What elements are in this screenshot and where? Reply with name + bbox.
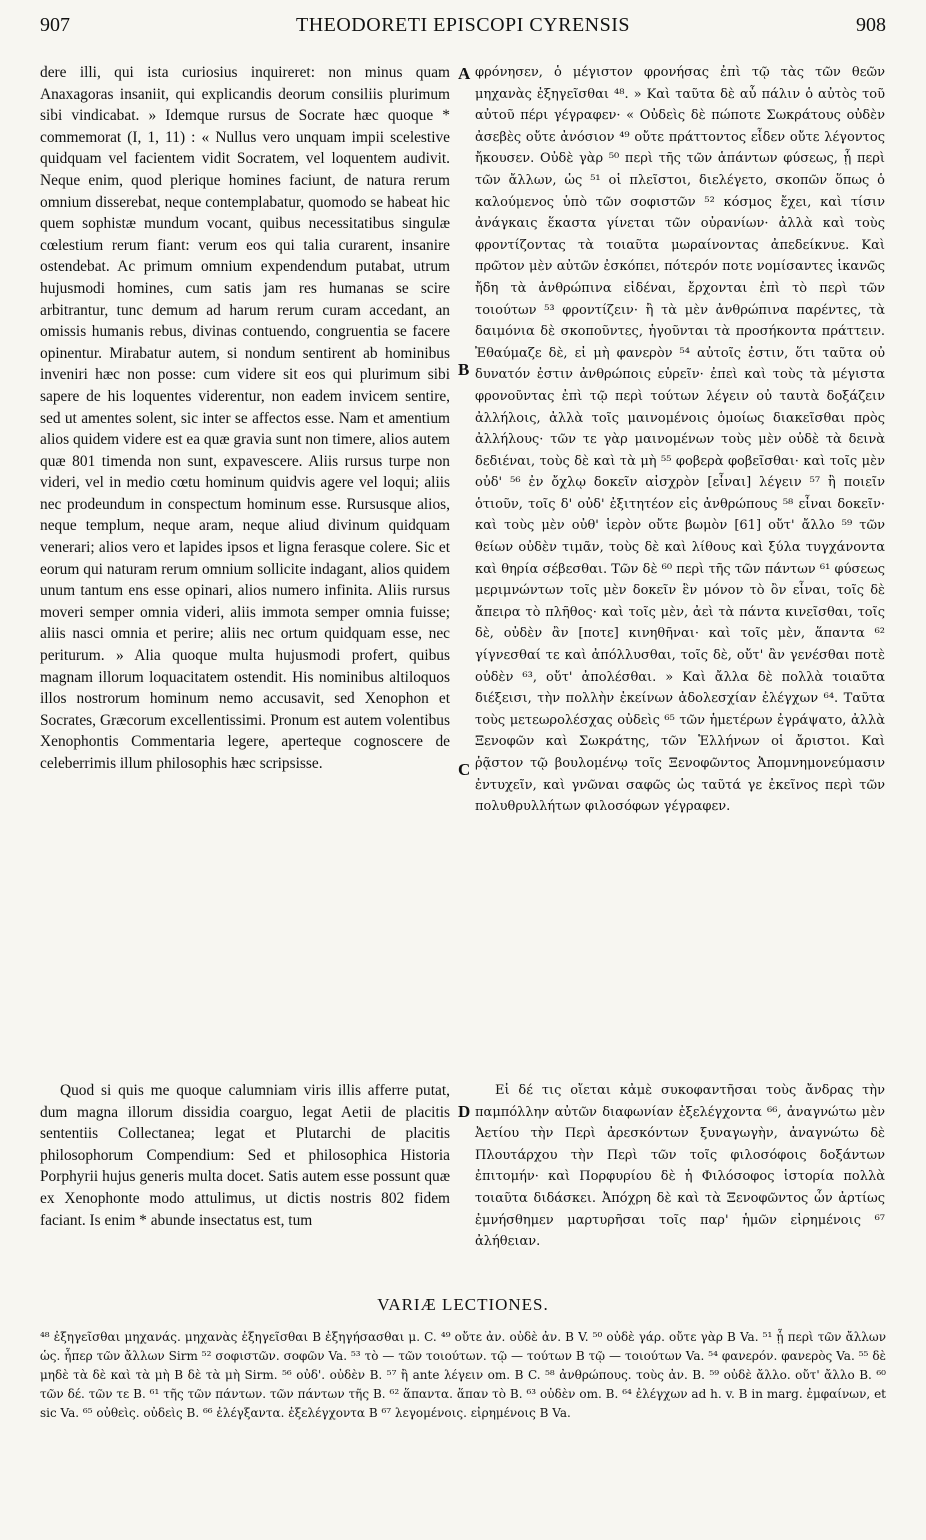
greek-column-section-2	[475, 1080, 885, 1288]
latin-text-2: Quod si quis me quoque calumniam viris illis afferre putat, dum magna illorum dissidia coarguo, legat Aetii de placitis sententiis Collectanea; legat et Plutarchi de placitis philosophorum Compendium: Sed et philosophica Historia Porphyrii hujus generis multa docet. Satis autem esse possunt quæ ex Xenophonte modo attulimus, ut dictis nostris 802 fidem faciant. Is enim * abunde insectatus est, tum	[40, 1082, 450, 1229]
greek-text-2: Εἰ δέ τις οἴεται κἀμὲ συκοφαντῆσαι τοὺς ἄνδρας τὴν παμπόλλην αὐτῶν διαφωνίαν ἐξελέγχοντα ⁶⁶, ἀναγνώτω μὲν Ἀετίου τὴν Περὶ ἀρεσκόντων ξυναγωγὴν, ἀναγνώτω δὲ Πλουτάρχου τὴν Περὶ τῶν τοῖς φιλοσόφοις δοξάντων ἐπιτομήν· καὶ Πορφυρίου δὲ ἡ Φιλόσοφος ἱστορία πολλὰ τοιαῦτα διδάσκει. Ἀπόχρη δὲ καὶ τὰ Ξενοφῶντος ὧν ἀρτίως ἐμνήσθημεν μαρτυρῆσαι τοῖς παρ' ἡμῶν εἰρημένοις ⁶⁷ ἀλήθειαν.	[475, 1083, 885, 1250]
margin-mark-d: D	[458, 1102, 471, 1121]
latin-column-section-2	[40, 1080, 450, 1288]
margin-mark-b: B	[458, 360, 470, 379]
greek-column-section-1	[475, 62, 885, 815]
latin-column-section-1	[40, 62, 450, 774]
greek-text-1: φρόνησεν, ὁ μέγιστον φρονήσας ἐπὶ τῷ τὰς τῶν θεῶν μηχανὰς ἐξηγεῖσθαι ⁴⁸. » Καὶ ταῦτα δὲ αὖ πάλιν ὁ αὐτὸς τοῦ αὐτοῦ πέρι γέγραφεν· « Οὐδεὶς δὲ πώποτε Σωκράτους οὐδὲν ἀσεβὲς οὔτε ἀνόσιον ⁴⁹ οὔτε πράττοντος εἶδεν οὔτε λέγοντος ἤκουσεν. Οὐδὲ γὰρ ⁵⁰ περὶ τῆς τῶν ἁπάντων φύσεως, ᾗ περὶ τῶν ἄλλων, ὡς ⁵¹ οἱ πλεῖστοι, διελέγετο, σκοπῶν ὅπως ὁ καλούμενος ὑπὸ τῶν σοφιστῶν ⁵² κόσμος ἔχει, καὶ τίσιν ἀνάγκαις ἕκαστα γίνεται τῶν οὐρανίων· ἀλλὰ καὶ τοὺς φροντίζοντας τὰ τοιαῦτα μωραίνοντας ἀπεδείκνυε. Καὶ πρῶτον μὲν αὐτῶν ἐσκόπει, πότερόν ποτε νομίσαντες ἱκανῶς ἤδη τὰ ἀνθρώπινα εἰδέναι, ἔρχονται ἐπὶ τὸ περὶ τῶν τοιούτων ⁵³ φροντίζειν· ἢ τὰ μὲν ἀνθρώπινα παρέντες, τὰ δαιμόνια δὲ σκοποῦντες, ἡγοῦνται τὰ προσήκοντα πράττειν. Ἐθαύμαζε δὲ, εἰ μὴ φανερὸν ⁵⁴ αὐτοῖς ἐστιν, ὅτι ταῦτα οὐ δυνατόν ἐστιν ἀνθρώποις εὑρεῖν· ἐπεὶ καὶ τοὺς τὰ μέγιστα φρονοῦντας ἐπὶ τῷ περὶ τούτων λέγειν οὐ ταυτὰ δοξάζειν ἀλλήλοις, ἀλλὰ τοῖς μαινομένοις ὁμοίως διακεῖσθαι πρὸς ἀλλήλους· τῶν τε γὰρ μαινομένων τοὺς μὲν οὐδὲ τὰ δεινὰ δεδιέναι, τοὺς δὲ καὶ τὰ μὴ ⁵⁵ φοβερὰ φοβεῖσθαι· καὶ τοῖς μὲν οὐδ' ⁵⁶ ἐν ὄχλῳ δοκεῖν αἰσχρὸν [εἶναι] λέγειν ⁵⁷ ἢ ποιεῖν ὁτιοῦν, τοῖς δ' οὐδ' ἐξιτητέον εἰς ἀνθρώπους ⁵⁸ εἶναι δοκεῖν· καὶ τοὺς μὲν οὐθ' ἱερὸν οὔτε βωμὸν [61] οὔτ' ἄλλο ⁵⁹ τῶν θείων οὐδὲν τιμᾶν, τοὺς δὲ καὶ λίθους καὶ ξύλα τυγχάνοντα καὶ θηρία σέβεσθαι. Τῶν δὲ ⁶⁰ περὶ τῆς τῶν πάντων ⁶¹ φύσεως μεριμνώντων τοῖς μὲν δοκεῖν ἓν μόνον τὸ ὂν εἶναι, τοῖς δὲ ἄπειρα τὸ πλῆθος· καὶ τοῖς μὲν, ἀεὶ τὰ πάντα κινεῖσθαι, τοῖς δὲ, οὐδὲν ἂν [ποτε] κινηθῆναι· καὶ τοῖς μὲν, ἅπαντα ⁶² γίγνεσθαί τε καὶ ἀπόλλυσθαι, τοῖς δὲ, οὔτ' ἂν γενέσθαι ποτὲ οὐδὲν ⁶³, οὔτ' ἀπολέσθαι. » Καὶ ἄλλα δὲ πολλὰ τοιαῦτα διέξεισι, τὴν πολλὴν ἐκείνων ἀδολεσχίαν ἐλέγχων ⁶⁴. Ταῦτα τοὺς μετεωρολέσχας οὐδεὶς ⁶⁵ τῶν ἡμετέρων ἐγράψατο, ἀλλὰ Ξενοφῶν καὶ Σωκράτης, τῶν Ἑλλήνων οἱ ἄριστοι. Καὶ ῥᾷστον τῷ βουλομένῳ τοῖς Ξενοφῶντος Ἀπομνημονεύμασιν ἐντυχεῖν, καὶ γνῶναι σαφῶς ὡς ταῦτά γε ἐκεῖνος περὶ τῶν πολυθρυλλήτων φιλοσόφων γέγραφεν.	[475, 65, 885, 815]
running-title: THEODORETI EPISCOPI CYRENSIS	[295, 14, 631, 36]
latin-text-1: dere illi, qui ista curiosius inquireret: non minus quam Anaxagoras insaniit, qui explicandis deorum consiliis plurimum sibi vindicabat. » Idemque rursus de Socrate hæc quoque * commemorat (I, 1, 11) : « Nullus vero unquam impii scelestive quidquam vel facientem vidit Socratem, vel loquentem audivit. Neque enim, quod plerique homines faciunt, de natura rerum omnium disserebat, neque contemplabatur, quomodo se habeat hic quem sophistæ mundum vocant, quibus necessitatibus singulæ cœlestium rerum fiant: verum eos qui talia curarent, insanire ostendebat. Ac primum omnium expendendum putabat, utrum hujusmodi homines, cum satis jam res humanas se scire arbitrantur, tunc demum ad harum rerum curam accedant, an omissis humanis rebus, divinas contuendo, congruentia se facere opinentur. Mirabatur autem, si nondum sentirent ab hominibus inveniri hæc non posse: cum videre sit eos qui plurimum sibi sapere de his loquentes viderentur, non eadem invicem sentire, sed ut amentes solent, sic inter se affectos esse. Nam et amentium alios quidem videre est ea quæ gravia sunt non timere, alios autem quæ 801 timenda non sunt, expavescere. Aliis rursus turpe non videri, vel in medio cœtu hominum quidvis agere vel loqui; aliis nec prodeundum in conspectum hominum esse. Rursusque alios, neque templum, neque aram, neque aliud divinum quidquam venerari; alios vero et lapides ipsos et ligna ferasque colere. Sic et eorum qui naturam rerum omnium sollicite indagant, alios quidem unum tantum ens esse opinari, alios numero infinita. Aliis rursus moveri semper omnia videri, aliis immota semper omnia fuisse; aliis nasci omnia et perire; aliis nec ortum quidquam esse, nec periturum. » Alia quoque multa hujusmodi profert, quibus magnam illorum loquacitatem ostendit. His nominibus altiloquos illos nostrorum hominum nemo accusavit, sed Xenophon et Socrates, Græcorum excellentissimi. Pronum est autem volentibus Xenophontis Commentaria legere, aperteque cognoscere de celeberrimis illum philosophis hæc scripsisse.	[40, 64, 450, 772]
variae-lectiones-title: VARIÆ LECTIONES.	[377, 1295, 549, 1314]
page-header	[40, 14, 886, 40]
right-page-number: 908	[856, 14, 886, 36]
left-page-number: 907	[40, 14, 70, 36]
margin-mark-c: C	[458, 760, 471, 779]
variae-lectiones-notes: ⁴⁸ ἐξηγεῖσθαι μηχανάς. μηχανὰς ἐξηγεῖσθαι B ἐξηγήσασθαι μ. C. ⁴⁹ οὔτε ἀν. οὐδὲ ἀν. B V. ⁵⁰ οὐδὲ γάρ. οὔτε γὰρ B Va. ⁵¹ ᾗ περὶ τῶν ἄλλων ὡς. ἧπερ τῶν ἄλλων Sirm ⁵² σοφιστῶν. σοφῶν Va. ⁵³ τὸ — τῶν τοιούτων. τῷ — τούτων B τῷ — τοιούτων Va. ⁵⁴ φανερόν. φανερὸς Va. ⁵⁵ δὲ μηδὲ τὰ δὲ καὶ τὰ μὴ B δὲ τὰ μὴ Sirm. ⁵⁶ οὐδ'. οὐδὲν B. ⁵⁷ ἢ ante λέγειν om. B C. ⁵⁸ ἀνθρώπους. τοὺς ἀν. B. ⁵⁹ οὐδὲ ἄλλο. οὔτ' ἄλλο B. ⁶⁰ τῶν δέ. τῶν τε B. ⁶¹ τῆς τῶν πάντων. τῶν πάντων τῆς B. ⁶² ἅπαντα. ἅπαν τὸ B. ⁶³ οὐδὲν om. B. ⁶⁴ ἐλέγχων ad h. v. B in marg. ἐμφαίνων, et sic Va. ⁶⁵ οὐθεὶς. οὐδεὶς B. ⁶⁶ ἐλέγξαντα. ἐξελέγχοντα B ⁶⁷ λεγομένοις. εἰρημένοις B Va.	[40, 1330, 886, 1420]
margin-mark-a: A	[458, 64, 471, 83]
